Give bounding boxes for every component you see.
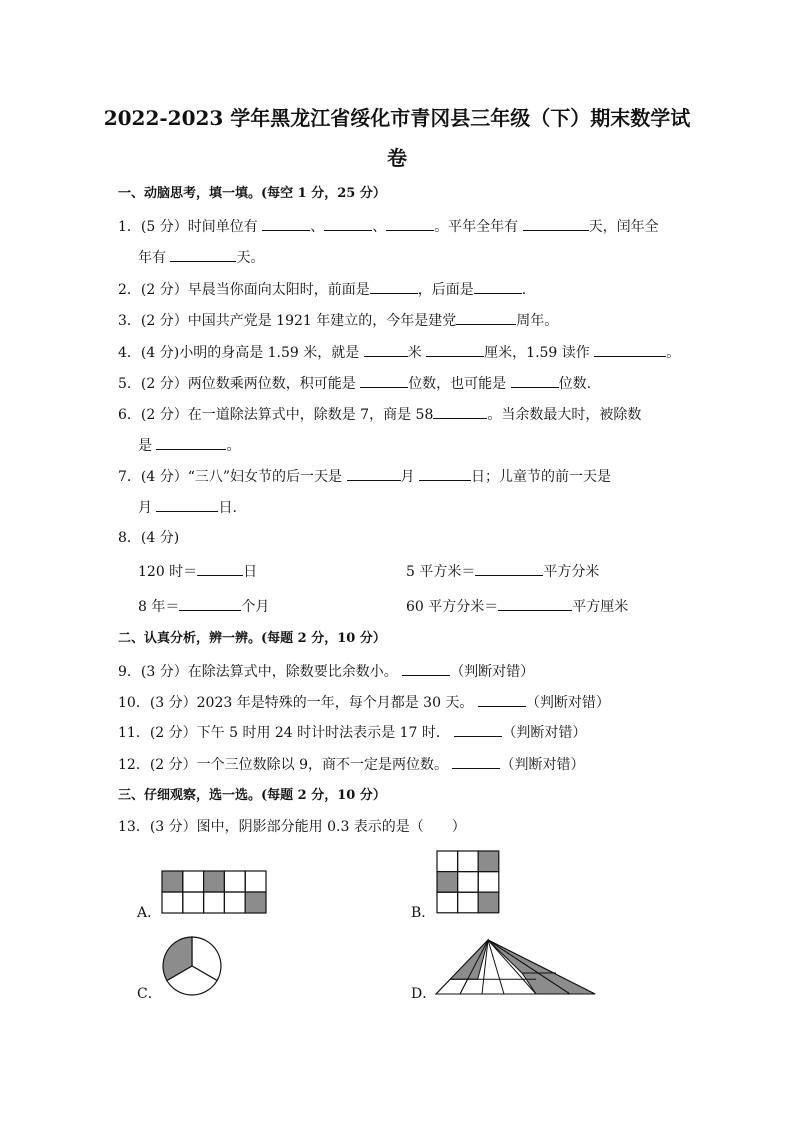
- answer-blank[interactable]: [498, 596, 572, 611]
- answer-blank[interactable]: [456, 310, 516, 325]
- option-c-label[interactable]: C．: [137, 986, 162, 1002]
- question-8-row1-left: 120 时＝ 日: [138, 561, 257, 582]
- option-b-grid-figure[interactable]: [436, 850, 500, 914]
- question-12: 12．(2 分）一个三位数除以 9，商不一定是两位数。 （判断对错）: [118, 754, 584, 775]
- answer-blank[interactable]: [452, 754, 500, 769]
- answer-blank[interactable]: [594, 342, 666, 357]
- answer-blank[interactable]: [156, 497, 218, 512]
- answer-blank[interactable]: [474, 279, 522, 294]
- question-6-line1: 6．(2 分）在一道除法算式中，除数是 7，商是 58 。当余数最大时，被除数: [118, 404, 641, 425]
- answer-blank[interactable]: [197, 561, 243, 576]
- exam-title-line2: 卷: [387, 146, 407, 170]
- question-8: 8．(4 分): [118, 530, 180, 546]
- answer-blank[interactable]: [360, 373, 408, 388]
- exam-title-line1: 2022-2023 学年黑龙江省绥化市青冈县三年级（下）期末数学试: [103, 106, 691, 130]
- option-d-triangle-figure[interactable]: [434, 938, 598, 996]
- answer-blank[interactable]: [475, 561, 543, 576]
- answer-blank[interactable]: [347, 466, 401, 481]
- question-2: 2．(2 分）早晨当你面向太阳时，前面是 ，后面是 .: [118, 279, 526, 300]
- option-a-grid-figure[interactable]: [161, 870, 269, 914]
- question-11: 11．(2 分）下午 5 时用 24 时计时法表示是 17 时． （判断对错）: [118, 722, 586, 743]
- answer-blank[interactable]: [523, 216, 589, 231]
- answer-blank[interactable]: [478, 692, 526, 707]
- question-1-line1: 1．(5 分）时间单位有 、 、 。平年全年有 天，闰年全: [118, 216, 659, 237]
- answer-blank[interactable]: [386, 216, 434, 231]
- question-10: 10．(3 分）2023 年是特殊的一年，每个月都是 30 天。 （判断对错）: [118, 692, 610, 713]
- question-8-row1-right: 5 平方米＝ 平方分米: [406, 561, 599, 582]
- answer-blank[interactable]: [179, 596, 241, 611]
- answer-blank[interactable]: [156, 435, 226, 450]
- answer-blank[interactable]: [324, 216, 372, 231]
- question-6-line2: 是 。: [138, 435, 240, 456]
- section-3-heading: 三、仔细观察，选一选。(每题 2 分，10 分）: [118, 788, 386, 803]
- question-7-line1: 7．(4 分）“三八”妇女节的后一天是 月 日；儿童节的前一天是: [118, 466, 611, 487]
- question-5: 5．(2 分）两位数乘两位数，积可能是 位数，也可能是 位数.: [118, 373, 591, 394]
- answer-blank[interactable]: [402, 661, 450, 676]
- question-13: 13．(3 分）图中，阴影部分能用 0.3 表示的是（ ）: [118, 819, 466, 835]
- option-d-label[interactable]: D．: [411, 986, 437, 1002]
- answer-blank[interactable]: [262, 216, 310, 231]
- option-a-label[interactable]: A．: [137, 905, 162, 921]
- answer-blank[interactable]: [370, 279, 418, 294]
- question-3: 3．(2 分）中国共产党是 1921 年建立的，今年是建党 周年。: [118, 310, 558, 331]
- question-9: 9．(3 分）在除法算式中，除数要比余数小。 （判断对错）: [118, 661, 534, 682]
- answer-blank[interactable]: [433, 404, 487, 419]
- answer-blank[interactable]: [170, 247, 236, 262]
- question-4: 4．(4 分)小明的身高是 1.59 米，就是 米 厘米，1.59 读作 。: [118, 342, 680, 363]
- section-1-heading: 一、动脑思考，填一填。(每空 1 分，25 分）: [118, 186, 386, 201]
- answer-blank[interactable]: [426, 342, 484, 357]
- answer-blank[interactable]: [511, 373, 559, 388]
- answer-blank[interactable]: [454, 722, 502, 737]
- answer-blank[interactable]: [364, 342, 408, 357]
- question-8-row2-right: 60 平方分米＝ 平方厘米: [406, 596, 628, 617]
- option-c-circle-figure[interactable]: [161, 935, 223, 997]
- question-1-line2: 年有 天。: [138, 247, 264, 268]
- answer-blank[interactable]: [419, 466, 471, 481]
- question-8-row2-left: 8 年＝ 个月: [138, 596, 269, 617]
- question-7-line2: 月 日.: [138, 497, 237, 518]
- option-b-label[interactable]: B．: [411, 905, 436, 921]
- section-2-heading: 二、认真分析，辨一辨。(每题 2 分，10 分）: [118, 631, 386, 646]
